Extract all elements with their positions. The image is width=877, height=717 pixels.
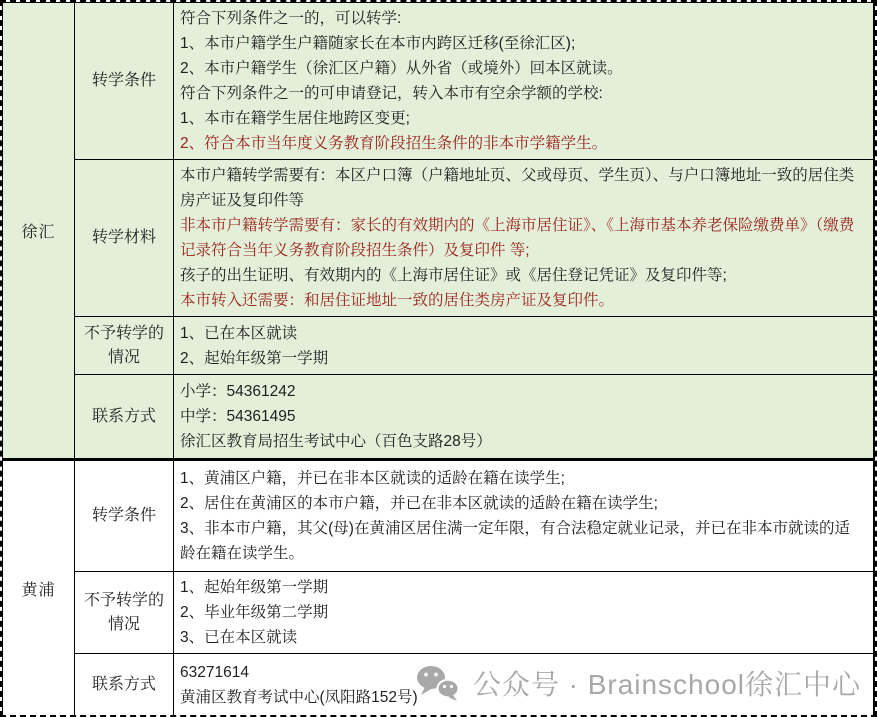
- row-label-cell: 不予转学的情况: [75, 317, 174, 375]
- transfer-table-body: [3, 3, 875, 717]
- cell-paragraph: 小学：54361242: [180, 383, 296, 400]
- row-content-cell: [174, 3, 875, 160]
- row-content-cell: [174, 654, 875, 717]
- table-row: [3, 654, 875, 717]
- row-content-cell: [174, 160, 875, 317]
- cell-paragraph: 本市户籍转学需要有：本区户口簿（户籍地址页、父或母页、学生页）、与户口簿地址一致的居住类房产证及复印件等: [180, 167, 855, 209]
- row-label-cell: 不予转学的情况: [75, 572, 174, 654]
- cell-paragraph: 本市转入还需要：和居住证地址一致的居住类房产证及复印件。: [180, 292, 615, 309]
- cell-paragraph: 2、符合本市当年度义务教育阶段招生条件的非本市学籍学生。: [180, 135, 608, 152]
- table-row: [3, 460, 875, 572]
- row-content-cell: [174, 375, 875, 460]
- district-cell-huangpu: 黄浦: [3, 460, 75, 717]
- table-row: [3, 375, 875, 460]
- cell-paragraph: 符合下列条件之一的可申请登记，转入本市有空余学额的学校:: [180, 85, 603, 102]
- table-row: [3, 3, 875, 160]
- cell-paragraph: 非本市户籍转学需要有：家长的有效期内的《上海市居住证》、《上海市基本养老保险缴费单》（缴费记录符合当年义务教育阶段招生条件）及复印件 等;: [180, 217, 855, 259]
- cell-paragraph: 1、黄浦区户籍，并已在非本区就读的适龄在籍在读学生;: [180, 470, 565, 487]
- cell-paragraph: 63271614: [180, 663, 249, 681]
- cell-paragraph: 符合下列条件之一的，可以转学:: [180, 10, 402, 27]
- row-label-cell: 转学条件: [75, 460, 174, 572]
- cell-paragraph: 3、非本市户籍，其父(母)在黄浦区居住满一定年限，有合法稳定就业记录，并已在非本市就读的适龄在籍在读学生。: [180, 520, 850, 562]
- row-content-cell: [174, 317, 875, 375]
- transfer-policy-table: [2, 2, 875, 717]
- cell-paragraph: 2、毕业年级第二学期: [180, 604, 329, 621]
- cell-paragraph: 中学：54361495: [180, 408, 296, 425]
- cell-paragraph: 2、本市户籍学生（徐汇区户籍）从外省（或境外）回本区就读。: [180, 60, 623, 77]
- district-cell-xuhui: 徐汇: [3, 3, 75, 460]
- watermark-text: 公众号 · Brainschool徐汇中心: [472, 669, 861, 700]
- row-label-cell: 联系方式: [75, 375, 174, 460]
- table-row: [3, 572, 875, 654]
- row-label-cell: 转学材料: [75, 160, 174, 317]
- cell-paragraph: 2、起始年级第一学期: [180, 349, 329, 367]
- cell-paragraph: 徐汇区教育局招生考试中心（百色支路28号）: [180, 433, 492, 450]
- cell-paragraph: 1、本市户籍学生户籍随家长在本市内跨区迁移(至徐汇区);: [180, 35, 576, 52]
- table-row: [3, 160, 875, 317]
- row-label-cell: 联系方式: [75, 654, 174, 717]
- cell-paragraph: 黄浦区教育考试中心(凤阳路152号): [180, 688, 418, 706]
- cell-paragraph: 2、居住在黄浦区的本市户籍，并已在非本区就读的适龄在籍在读学生;: [180, 495, 658, 512]
- cell-paragraph: 1、起始年级第一学期: [180, 579, 329, 596]
- cell-paragraph: 1、本市在籍学生居住地跨区变更;: [180, 110, 410, 127]
- cell-paragraph: 3、已在本区就读: [180, 629, 298, 646]
- cell-paragraph: 孩子的出生证明、有效期内的《上海市居住证》或《居住登记凭证》及复印件等;: [180, 267, 727, 284]
- table-row: [3, 317, 875, 375]
- row-content-cell: [174, 460, 875, 572]
- row-content-cell: [174, 572, 875, 654]
- cell-paragraph: 1、已在本区就读: [180, 324, 298, 342]
- row-label-cell: 转学条件: [75, 3, 174, 160]
